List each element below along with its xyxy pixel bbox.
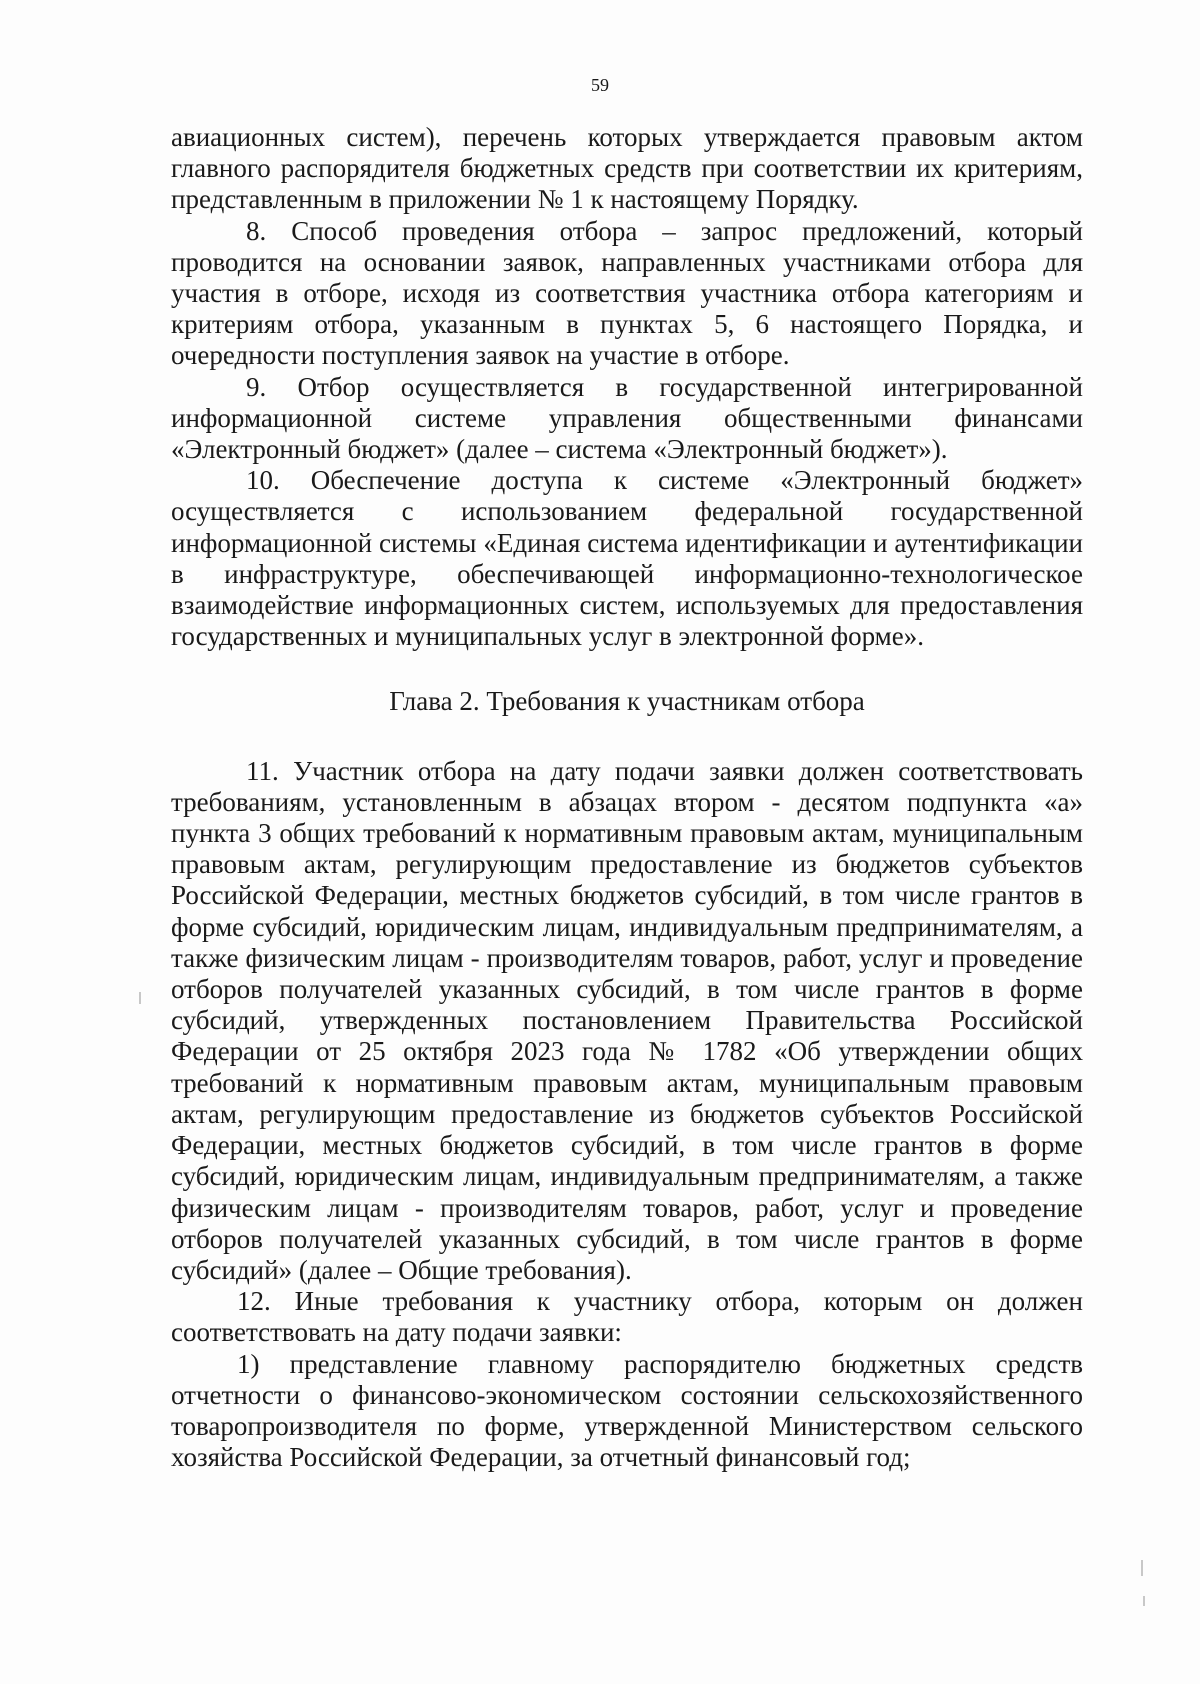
document-body — [171, 122, 1083, 1473]
chapter-heading: Глава 2. Требования к участникам отбора — [389, 686, 865, 717]
paragraph-12: 12. Иные требования к участнику отбора, которым он должен соответствовать на дату подачи заявки: — [171, 1286, 1083, 1348]
scan-artifact-mark — [139, 992, 141, 1004]
scan-artifact-mark — [1143, 1596, 1145, 1606]
paragraph-continuation: авиационных систем), перечень которых утверждается правовым актом главного распорядителя бюджетных средств при соответствии их критериям, представленным в приложении № 1 к настоящему Порядку. — [171, 122, 1083, 215]
paragraph-11: 11. Участник отбора на дату подачи заявки должен соответствовать требованиям, установленным в абзацах втором - десятом подпункта «а» пункта 3 общих требований к нормативным правовым актам, муниципальным правовым актам, регулирующим предоставление из бюджетов субъектов Российской Федерации, местных бюджетов субсидий, в том числе грантов в форме субсидий, юридическим лицам, индивидуальным предпринимателям, а также физическим лицам - производителям товаров, работ, услуг и проведение отборов получателей указанных субсидий, в том числе грантов в форме субсидий, утвержденных постановлением Правительства Российской Федерации от 25 октября 2023 года № 1782 «Об утверждении общих требований к нормативным правовым актам, муниципальным правовым актам, регулирующим предоставление из бюджетов субъектов Российской Федерации, местных бюджетов субсидий, в том числе грантов в форме субсидий, юридическим лицам, индивидуальным предпринимателям, а также физическим лицам - производителям товаров, работ, услуг и проведение отборов получателей указанных субсидий, в том числе грантов в форме субсидий» (далее – Общие требования). — [171, 755, 1083, 1285]
subparagraph-1: 1) представление главному распорядителю бюджетных средств отчетности о финансово-экономическом состоянии сельскохозяйственного товаропроизводителя по форме, утвержденной Министерством сельского хозяйства Российской Федерации, за отчетный финансовый год; — [171, 1348, 1083, 1473]
scan-artifact-mark — [1141, 1560, 1143, 1576]
paragraph-8: 8. Способ проведения отбора – запрос предложений, который проводится на основании заявок, направленных участниками отбора для участия в отборе, исходя из соответствия участника отбора категориям и критериям отбора, указанным в пунктах 5, 6 настоящего Порядка, и очередности поступления заявок на участие в отборе. — [171, 215, 1083, 371]
paragraph-10: 10. Обеспечение доступа к системе «Электронный бюджет» осуществляется с использованием федеральной государственной информационной системы «Единая система идентификации и аутентификации в инфраструктуре, обеспечивающей информационно-технологическое взаимодействие информационных систем, используемых для предоставления государственных и муниципальных услуг в электронной форме». — [171, 465, 1083, 652]
page-number: 59 — [591, 75, 609, 95]
paragraph-9: 9. Отбор осуществляется в государственной интегрированной информационной системе управления общественными финансами «Электронный бюджет» (далее – система «Электронный бюджет»). — [171, 371, 1083, 465]
